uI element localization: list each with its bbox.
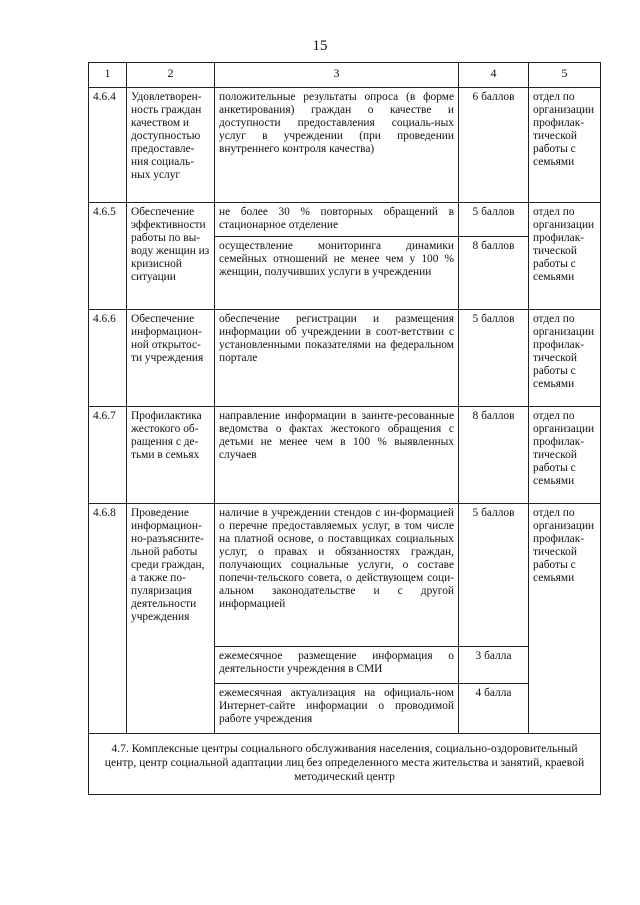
criterion-name: Проведение информацион-но-разъясните-льной работы среди граждан, а также по-пуляризация деятельности учреждения (127, 504, 215, 734)
responsible-dept: отдел по организации профилак-тической работы с семьями (529, 203, 601, 310)
column-header: 1 (89, 63, 127, 88)
indicator-text: ежемесячная актуализация на официаль-ном Интернет-сайте информации о проводимой работе учреждения (215, 684, 459, 734)
page-number: 15 (312, 38, 328, 54)
section-heading-row (89, 734, 601, 795)
table-row (89, 407, 601, 504)
row-number: 4.6.8 (89, 504, 127, 734)
indicator-text: направление информации в заинте-ресованные ведомства о фактах жестокого обращения с детьми не менее чем в 100 % выявленных случаев (215, 407, 459, 504)
column-header: 3 (215, 63, 459, 88)
indicator-text: положительные результаты опроса (в форме анкетирования) граждан о качестве и доступности предоставления социаль-ных услуг в учреждении (при проведении внутреннего контроля качества) (215, 88, 459, 203)
column-header: 4 (459, 63, 529, 88)
column-header: 5 (529, 63, 601, 88)
points-value: 5 баллов (459, 203, 529, 237)
criteria-table (88, 62, 601, 795)
criterion-name: Профилактика жестокого об-ращения с де-тьми в семьях (127, 407, 215, 504)
indicator-text: осуществление мониторинга динамики семейных отношений не менее чем у 100 % женщин, получивших услуги в учреждении (215, 237, 459, 310)
column-header: 2 (127, 63, 215, 88)
points-value: 5 баллов (459, 504, 529, 647)
row-number: 4.6.6 (89, 310, 127, 407)
row-number: 4.6.4 (89, 88, 127, 203)
indicator-text: обеспечение регистрации и размещения информации об учреждении в соот-ветствии с установленными показателями на федеральном портале (215, 310, 459, 407)
table-row (89, 504, 601, 647)
points-value: 4 балла (459, 684, 529, 734)
points-value: 5 баллов (459, 310, 529, 407)
points-value: 6 баллов (459, 88, 529, 203)
responsible-dept: отдел по организации профилак-тической работы с семьями (529, 88, 601, 203)
section-heading: 4.7. Комплексные центры социального обслуживания населения, социально-оздоровительный центр, центр социальной адаптации лиц без определенного места жительства и занятий, краевой методический центр (89, 734, 601, 795)
indicator-text: наличие в учреждении стендов с ин-формацией о перечне предоставляемых услуг, в том числе на платной основе, о поставщиках социальных услуг, о правах и обязанностях граждан, получающих социальные услуги, о составе попечи-тельского совета, о действующем соци-альном законодательстве и с другой информацией (215, 504, 459, 647)
points-value: 8 баллов (459, 407, 529, 504)
table-row (89, 203, 601, 237)
responsible-dept: отдел по организации профилак-тической работы с семьями (529, 407, 601, 504)
criterion-name: Удовлетворен-ность граждан качеством и доступностью предоставле-ния социаль-ных услуг (127, 88, 215, 203)
table-row (89, 310, 601, 407)
responsible-dept: отдел по организации профилак-тической работы с семьями (529, 310, 601, 407)
row-number: 4.6.5 (89, 203, 127, 310)
indicator-text: не более 30 % повторных обращений в стационарное отделение (215, 203, 459, 237)
points-value: 8 баллов (459, 237, 529, 310)
row-number: 4.6.7 (89, 407, 127, 504)
indicator-text: ежемесячное размещение информация о деятельности учреждения в СМИ (215, 647, 459, 684)
responsible-dept: отдел по организации профилак-тической работы с семьями (529, 504, 601, 734)
table-row (89, 88, 601, 203)
criterion-name: Обеспечение эффективности работы по вы-воду женщин из кризисной ситуации (127, 203, 215, 310)
points-value: 3 балла (459, 647, 529, 684)
table-header-row (89, 63, 601, 88)
criterion-name: Обеспечение информацион-ной открытос-ти учреждения (127, 310, 215, 407)
